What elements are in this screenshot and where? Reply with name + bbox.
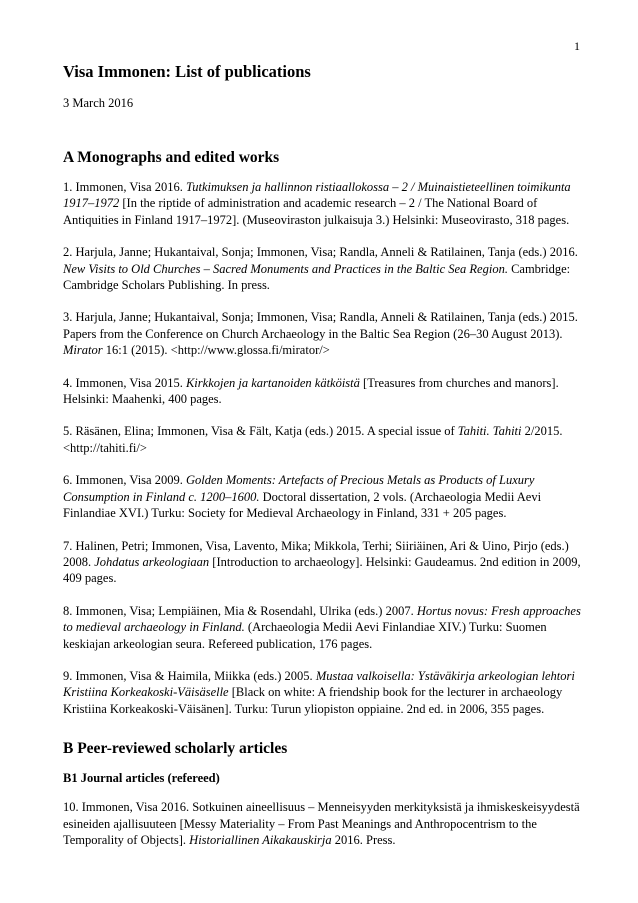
section-a-list — [63, 179, 583, 717]
document-date: 3 March 2016 — [63, 96, 134, 110]
entry-title-italic: Kirkkojen ja kartanoiden kätköistä — [185, 375, 360, 390]
publication-entry — [63, 668, 583, 717]
entry-number: 1. — [63, 180, 73, 194]
entry-title-italic: Johdatus arkeologiaan — [94, 554, 210, 569]
entry-details: [Treasures from churches and manors]. Helsinki: Maahenki, 400 pages. — [63, 375, 559, 407]
entry-title-italic: Hortus novus: Fresh approaches to medieval archaeology in Finland. — [63, 603, 581, 635]
document-body — [63, 62, 583, 864]
publication-entry — [63, 538, 583, 587]
page-number: 1 — [574, 39, 580, 53]
publication-entry — [63, 309, 583, 358]
publication-entry — [63, 375, 583, 408]
entry-details: 16:1 (2015). <http://www.glossa.fi/mirator/> — [102, 343, 330, 358]
entry-authors: Immonen, Visa 2016. — [75, 180, 186, 194]
entry-title-italic: Tutkimuksen ja hallinnon ristiaallokossa – 2 / Muinaistieteellinen toimikunta 1917–1972 — [63, 180, 571, 211]
section-b — [63, 739, 583, 848]
entry-number: 2. — [63, 245, 73, 260]
publication-entry — [63, 799, 583, 848]
entry-title-italic: New Visits to Old Churches – Sacred Monuments and Practices in the Baltic Sea Region. — [63, 261, 508, 276]
entry-authors: Harjula, Janne; Hukantaival, Sonja; Immonen, Visa; Randla, Anneli & Ratilainen, Tanja (eds.) 2015. Papers from the Conference on Church Archaeology in the Baltic Sea Region (26–30 August 2013). — [63, 310, 578, 341]
section-b-list — [63, 799, 583, 848]
section-b1-subheading: B1 Journal articles (refereed) — [63, 771, 220, 786]
entry-authors: Halinen, Petri; Immonen, Visa, Lavento, Mika; Mikkola, Terhi; Siiriäinen, Ari & Uino, Pirjo (eds.) 2008. — [63, 538, 569, 569]
entry-authors: Immonen, Visa 2016. Sotkuinen aineellisuus – Menneisyyden merkityksistä ja ihmiskeskeisyydestä esineiden ajallisuuteen [Messy Materiality – From Past Meanings and Anthropocentrism to the Temporality of Objects]. — [63, 800, 580, 847]
entry-number: 8. — [63, 603, 73, 618]
entry-authors: Harjula, Janne; Hukantaival, Sonja; Immonen, Visa; Randla, Anneli & Ratilainen, Tanja (eds.) 2016. — [75, 245, 578, 260]
section-b-heading: B Peer-reviewed scholarly articles — [63, 740, 288, 758]
entry-authors: Immonen, Visa 2015. — [75, 375, 186, 390]
entry-authors: Immonen, Visa; Lempiäinen, Mia & Rosendahl, Ulrika (eds.) 2007. — [75, 603, 417, 618]
entry-title-italic: Golden Moments: Artefacts of Precious Metals as Products of Luxury Consumption in Finland c. 1200–1600. — [63, 473, 535, 504]
entry-authors: Räsänen, Elina; Immonen, Visa & Fält, Katja (eds.) 2015. A special issue of — [75, 424, 458, 439]
entry-details: [Black on white: A friendship book for the lecturer in archaeology Kristiina Korkeakoski-Väisänen]. Turku: Turun yliopiston oppiaine. 2nd ed. in 2006, 355 pages. — [63, 685, 563, 716]
entry-details: Doctoral dissertation, 2 vols. (Archaeologia Medii Aevi Finlandiae XVI.) Turku: Society for Medieval Archaeology in Finland, 331 + 205 pages. — [63, 489, 542, 521]
publication-entry — [63, 472, 583, 521]
entry-number: 7. — [63, 538, 73, 553]
entry-details: [In the riptide of administration and academic research – 2 / The National Board of Antiquities in Finland 1917–1972]. (Museoviraston julkaisuja 3.) Helsinki: Museovirasto, 318 pages. — [63, 196, 570, 227]
entry-number: 5. — [63, 424, 73, 439]
entry-details: Cambridge: Cambridge Scholars Publishing. In press. — [63, 261, 571, 293]
entry-details: (Archaeologia Medii Aevi Finlandiae XIV.) Turku: Suomen keskiajan arkeologian seura. Refereed publication, 176 pages. — [63, 620, 547, 651]
document-title: Visa Immonen: List of publications — [63, 62, 311, 81]
entry-details: 2016. Press. — [331, 832, 396, 847]
entry-authors: Immonen, Visa & Haimila, Miikka (eds.) 2005. — [75, 668, 316, 683]
publication-entry — [63, 423, 583, 456]
entry-details: [Introduction to archaeology]. Helsinki: Gaudeamus. 2nd edition in 2009, 409 pages. — [63, 554, 581, 586]
section-a-heading: A Monographs and edited works — [63, 149, 280, 166]
entry-number: 9. — [63, 668, 73, 683]
publication-entry — [63, 179, 583, 228]
entry-number: 4. — [63, 375, 73, 390]
entry-number: 10. — [63, 800, 79, 815]
publication-entry — [63, 603, 583, 652]
publication-entry — [63, 244, 583, 293]
entry-title-italic: Tahiti. Tahiti — [457, 424, 522, 439]
entry-title-italic: Mirator — [63, 343, 103, 358]
entry-number: 6. — [63, 473, 73, 488]
entry-authors: Immonen, Visa 2009. — [75, 473, 186, 488]
entry-title-italic: Historiallinen Aikakauskirja — [189, 832, 332, 847]
entry-number: 3. — [63, 310, 73, 325]
entry-details: 2/2015. <http://tahiti.fi/> — [63, 424, 563, 455]
entry-title-italic: Mustaa valkoisella: Ystäväkirja arkeologian lehtori Kristiina Korkeakoski-Väisäselle — [63, 668, 575, 700]
